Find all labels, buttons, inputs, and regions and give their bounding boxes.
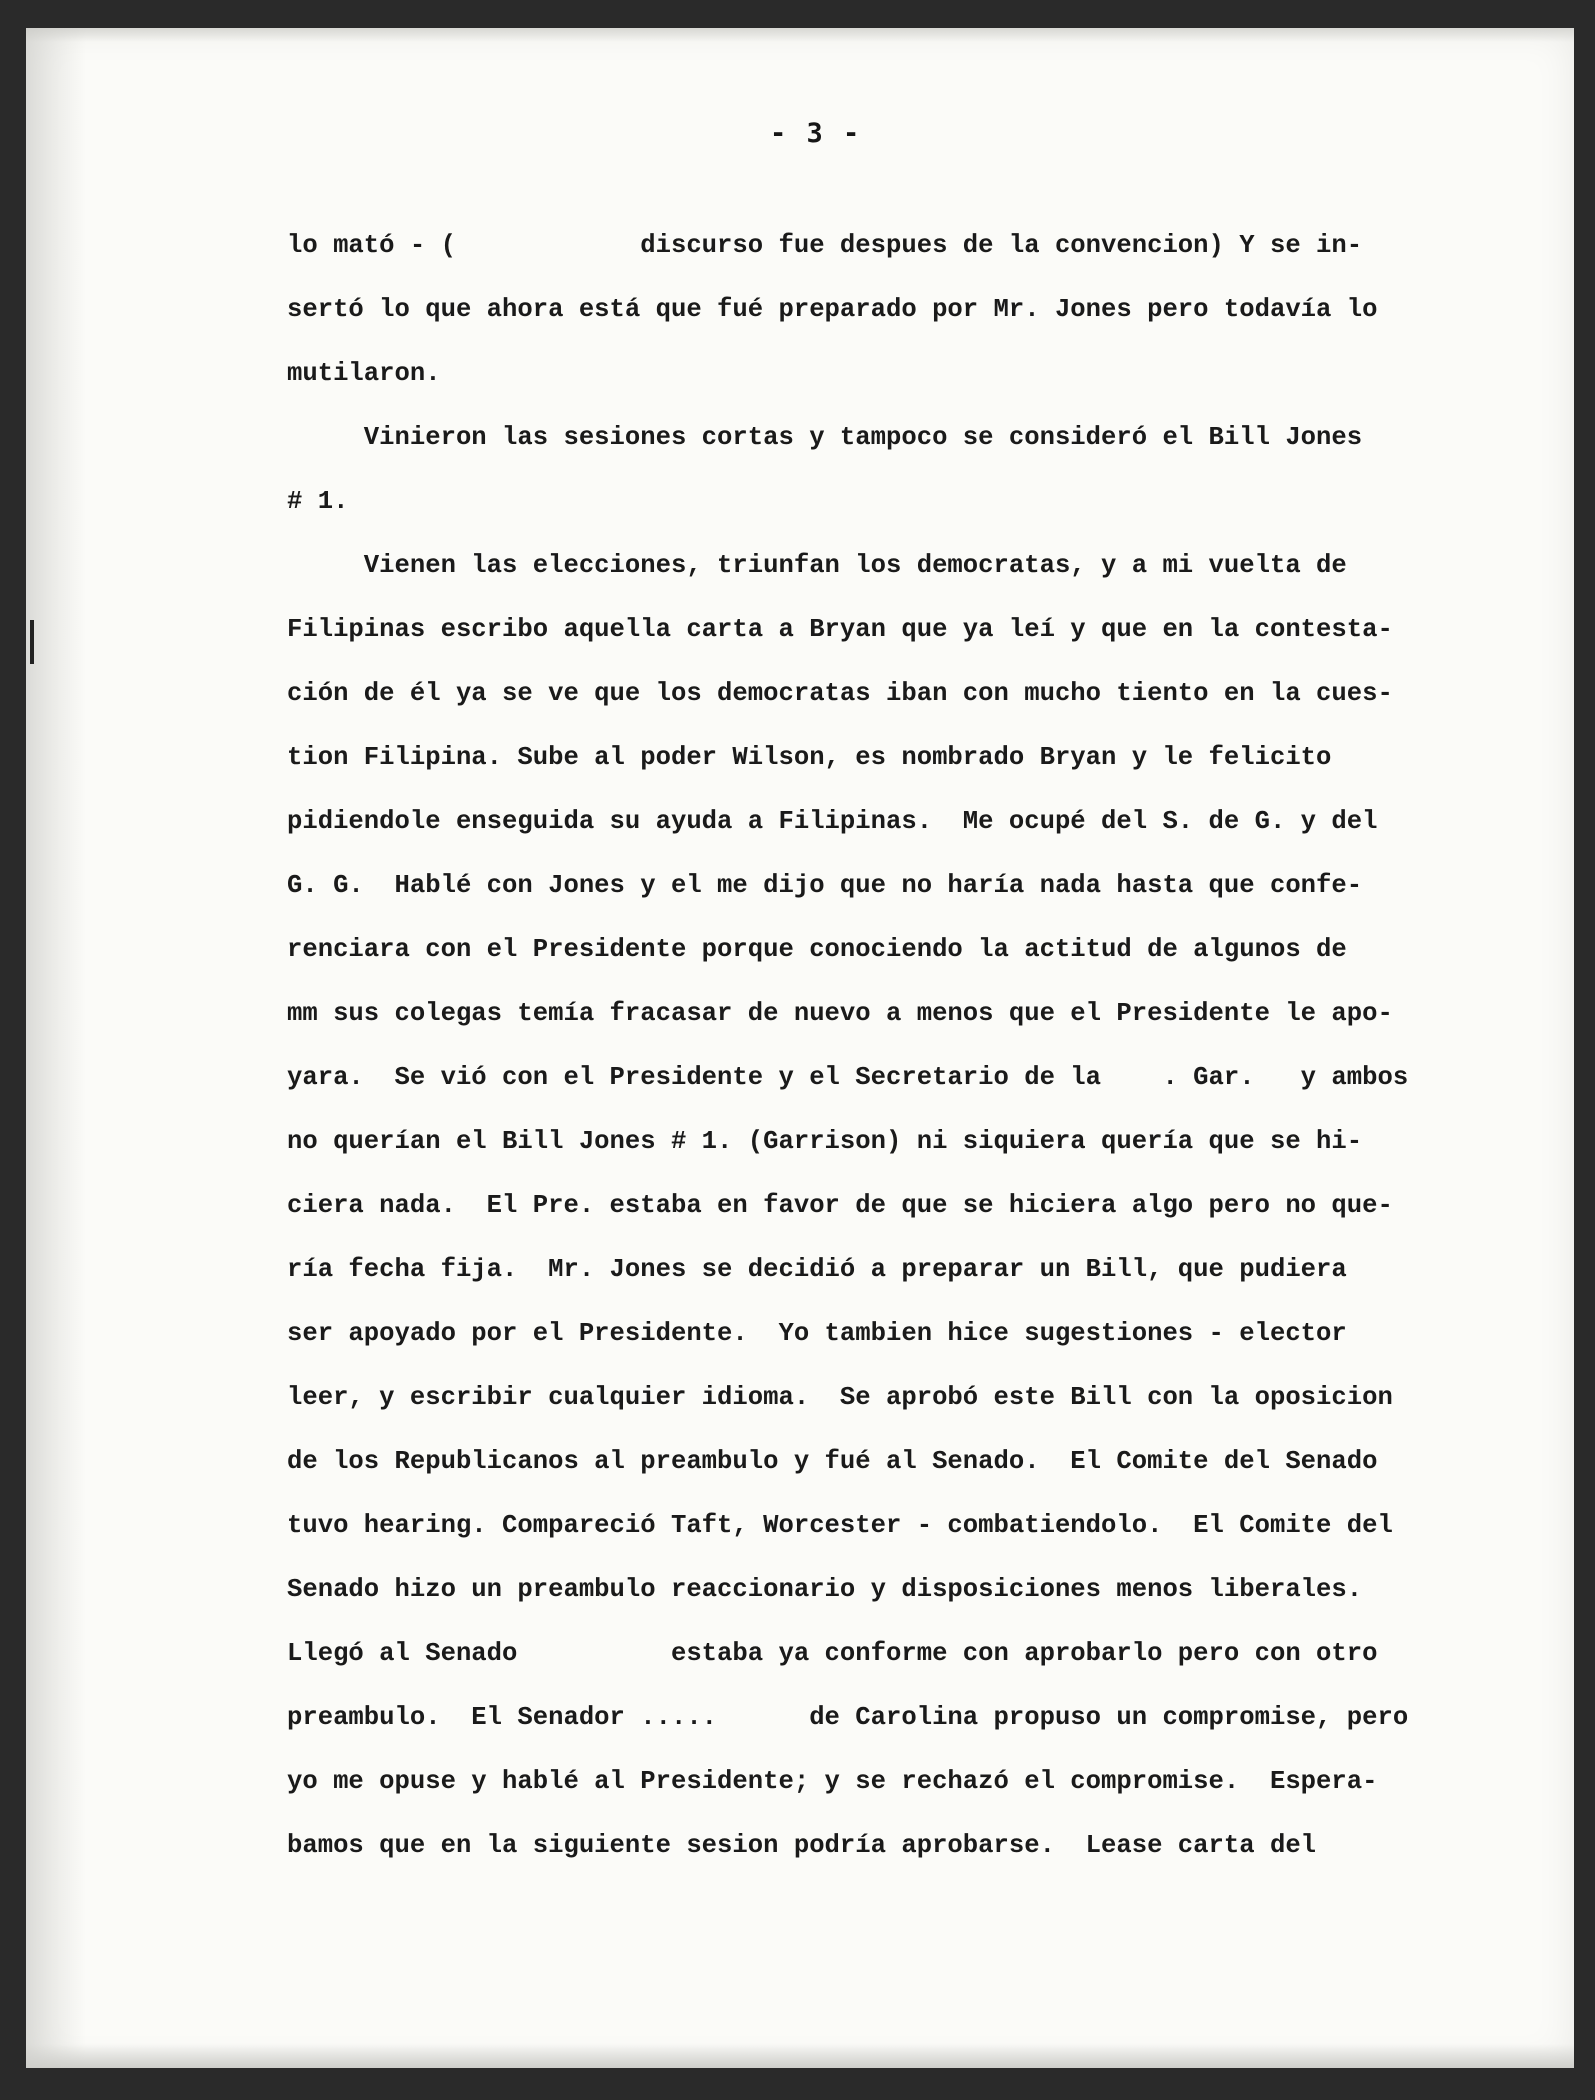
binding-mark xyxy=(30,620,34,664)
text-line: ser apoyado por el Presidente. Yo tambien hice sugestiones - elector xyxy=(287,1319,1347,1348)
scan-edge-bottom xyxy=(26,2044,1574,2068)
text-line: preambulo. El Senador ..... de Carolina propuso un compromise, pero xyxy=(287,1703,1409,1732)
text-line: yo me opuse y hablé al Presidente; y se rechazó el compromise. Espera- xyxy=(287,1767,1378,1796)
page-number: - 3 - xyxy=(770,118,862,149)
text-line: sertó lo que ahora está que fué preparado por Mr. Jones pero todavía lo xyxy=(287,295,1378,324)
text-line: ciera nada. El Pre. estaba en favor de que se hiciera algo pero no que- xyxy=(287,1191,1393,1220)
text-line: Senado hizo un preambulo reaccionario y disposiciones menos liberales. xyxy=(287,1575,1363,1604)
text-line: Filipinas escribo aquella carta a Bryan que ya leí y que en la contesta- xyxy=(287,615,1393,644)
text-line: Vinieron las sesiones cortas y tampoco se consideró el Bill Jones xyxy=(287,423,1363,452)
text-line: mutilaron. xyxy=(287,359,441,388)
text-line: pidiendole enseguida su ayuda a Filipinas. Me ocupé del S. de G. y del xyxy=(287,807,1378,836)
text-line: tuvo hearing. Compareció Taft, Worcester - combatiendolo. El Comite del xyxy=(287,1511,1393,1540)
text-line: no querían el Bill Jones # 1. (Garrison) ni siquiera quería que se hi- xyxy=(287,1127,1363,1156)
text-line: lo mató - ( discurso fue despues de la convencion) Y se in- xyxy=(287,231,1363,260)
text-line: ción de él ya se ve que los democratas iban con mucho tiento en la cues- xyxy=(287,679,1393,708)
text-line: G. G. Hablé con Jones y el me dijo que no haría nada hasta que confe- xyxy=(287,871,1363,900)
text-line: bamos que en la siguiente sesion podría aprobarse. Lease carta del xyxy=(287,1831,1317,1860)
text-line: tion Filipina. Sube al poder Wilson, es nombrado Bryan y le felicito xyxy=(287,743,1332,772)
text-line: de los Republicanos al preambulo y fué al Senado. El Comite del Senado xyxy=(287,1447,1378,1476)
text-line: leer, y escribir cualquier idioma. Se aprobó este Bill con la oposicion xyxy=(287,1383,1393,1412)
text-line: mm sus colegas temía fracasar de nuevo a menos que el Presidente le apo- xyxy=(287,999,1393,1028)
text-line: renciara con el Presidente porque conociendo la actitud de algunos de xyxy=(287,935,1347,964)
scan-edge-left xyxy=(26,28,86,2068)
typed-text-body xyxy=(287,214,1467,1878)
text-line: yara. Se vió con el Presidente y el Secretario de la . Gar. y ambos xyxy=(287,1063,1409,1092)
scan-edge-top xyxy=(26,28,1574,42)
text-line: ría fecha fija. Mr. Jones se decidió a preparar un Bill, que pudiera xyxy=(287,1255,1347,1284)
text-line: # 1. xyxy=(287,487,349,516)
text-line: Llegó al Senado estaba ya conforme con aprobarlo pero con otro xyxy=(287,1639,1378,1668)
text-line: Vienen las elecciones, triunfan los democratas, y a mi vuelta de xyxy=(287,551,1347,580)
